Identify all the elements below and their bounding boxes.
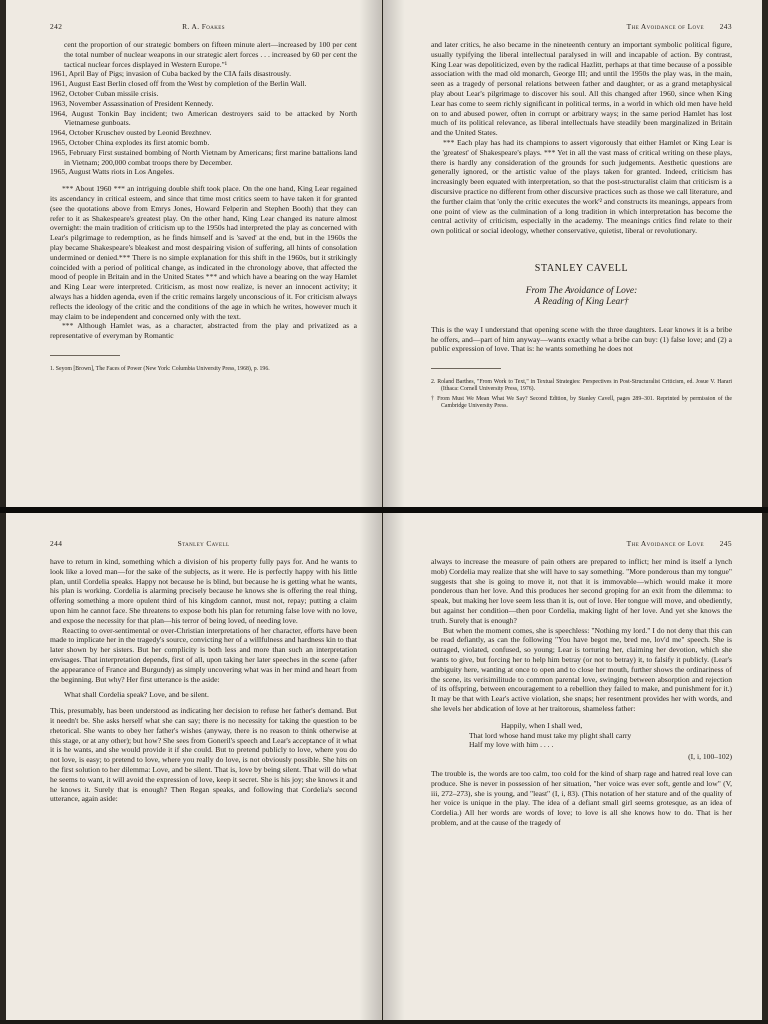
verse-line: That lord whose hand must take my plight shall carry — [469, 730, 632, 740]
running-head — [431, 22, 732, 36]
body-paragraph: *** Although Hamlet was, as a character, abstracted from the play and privatized as a representative of everyman by Romantic — [50, 321, 357, 341]
block-quote: What shall Cordelia speak? Love, and be silent. — [64, 690, 209, 700]
section-subtitle-line: From The Avoidance of Love: — [525, 285, 638, 296]
page-number: 242 — [50, 22, 63, 31]
verse-line: Half my love with him . . . . — [469, 740, 554, 750]
body-paragraph: and later critics, he also became in the nineteenth century an important symbolic political figure, usually typifying the liberal intellectual paralysed in will and incapable of action. By contrast, King Lear was depoliticized, even by the radical Hazlitt, perhaps at that time because of a possible association with the mad old monarch, George III; and until the 1950s the play was, in the main, seen as a tragedy of personal relations between father and daughter, or as a grand metaphysical play about Lear's pilgrimage to discover his soul. All this changed after 1960, since when King Lear has come to seem richly significant in political terms, in a world in which old men have held on to and abused power, often in corrupt or arbitrary ways; in the same period Hamlet has lost much of its political relevance, as liberal intellectuals have steadily been marginalized in Britain and the United States. — [431, 40, 732, 138]
body-paragraph: Reacting to over-sentimental or over-Christian interpretations of her character, efforts have been made to implicate her in the tragedy's source, convicting her of a willfulness and hardness kin to that later shown by her sisters. But her complicity is both less and more than such an interpretation envisages. That interpretation depends, first of all, upon taking her later speeches in the scene (after the appearance of France and Burgundy) as simply uncovering what was in her mind and heart from the beginning. But why? Her first utterance is the aside: — [50, 625, 357, 684]
page-242 — [6, 0, 382, 507]
running-head — [431, 539, 732, 553]
body-paragraph: always to increase the measure of pain others are prepared to inflict; her mind is itself a lynch mob) Cordelia may realize that she will have to say something. "More ponderous than my tongue" suggests that she is going to move it, not that it is immovable—which would make it more ponderous than her love. And this produces her second groping for an exit from the dilemma: to speak, but making her love seem less than it is, out of love. Her tongue will move, and obediently, but against her condition—then poor Cordelia, making light of her love. And yet she knows the truth. Surely that is enough? — [431, 557, 732, 625]
top-book-spread — [0, 0, 768, 507]
chronology-entry: 1961, April Bay of Pigs; invasion of Cuba backed by the CIA fails disastrously. — [50, 69, 292, 79]
body-paragraph: *** Each play has had its champions to assert vigorously that either Hamlet or King Lear is the 'greatest' of Shakespeare's plays. *** Yet in all the vast mass of critical writing on these plays, there is hardly any consideration of the grounds for such judgements. Aesthetic questions are generally ignored, or the artistic value of the plays taken for granted. Indeed, criticism has increasingly been equated with interpretation, so that the post-structuralist claim that criticism is a discursive practice no different from other discursive practices such as those we call literature, and the further claim that 'only the critic executes the work'² and constructs its meanings, appears from one point of view as the culmination of a long tradition in which interpretation has become the central activity of criticism, especially in the academy. The meanings critics find relate to their own political or social ideology, whether conservative, quietist, liberal or revolutionary. — [431, 137, 732, 236]
running-head — [50, 22, 357, 36]
running-head — [50, 539, 357, 553]
verse-citation: (I, i, 100–102) — [688, 752, 732, 762]
body-paragraph: The trouble is, the words are too calm, too cold for the kind of sharp rage and hatred real love can produce. She is never in possession of her situation, "her voice was ever soft, gentle and low" (V, iii, 272–273), she is young, and "least" (I, i, 83). (This notation of her stature and of the quality of her voice is unique in the play. The idea of a defiant small girl seems grotesque, as an idea of Cordelia.) All her words are words of love; to love is all she knows how to do. That is her problem, and at the cause of the tragedy of — [431, 768, 732, 827]
footnote: † From Must We Mean What We Say? Second Edition, by Stanley Cavell, pages 289–301. Reprinted by permission of the Cambridge University Press. — [431, 395, 732, 409]
chronology-list — [50, 69, 357, 177]
page-number: 244 — [50, 539, 63, 548]
section-subtitle — [431, 286, 732, 309]
body-paragraph: But when the moment comes, she is speechless: "Nothing my lord." I do not deny that this can be read defiantly, as can the following "You have begot me, bred me, lov'd me" speech. She is outraged, violated, confused, so young; Lear is torturing her, claiming her devotion, which she wants to give, but forcing her to help him betray (or not to betray) it, to falsify it publicly. (Lear's ambiguity here, wanting at once to open and to close her mouth, further shows the ordinariness of the scene, its verisimilitude to common parental love, swinging between absorption and rejection of its offspring, between encouragement to a rebellion they failed to make, and punishment for it.) It may be that with Lear's active violation, she snaps; her resentment provides her with words, and she levels her abdication of love at her traitorous, shameless father: — [431, 625, 732, 713]
chronology-entry: 1965, February First sustained bombing of North Vietnam by Americans; first marine battalions land in Vietnam; 200,000 combat troops there by December. — [50, 147, 357, 167]
page-244 — [6, 513, 382, 1020]
chronology-entry: 1963, November Assassination of President Kennedy. — [50, 98, 214, 108]
body-paragraph: *** About 1960 *** an intriguing double shift took place. On the one hand, King Lear regained its ascendancy in critical esteem, and since that time most critics seem to have taken it for granted (see the quotations above from Emrys Jones, Howard Felperin and Stephen Booth) that they can refer to it as Shakespeare's greatest play. On the other hand, King Lear changed its nature almost overnight: the main tradition of criticism up to the 1950s had interpreted the play as concerned with Lear's pilgrimage to redemption, as he finds himself and is 'saved' at the end, but in the 1960s the play became Shakespeare's bleakest and most despairing vision of suffering, all hints of consolation undermined or denied.*** There is no simple explanation for this shift in the 1960s, but it strikingly coincided with a period of political change, as indicated in the chronology above, that affected the mood of people in Britain and in the United States *** and which have a bearing on the way Hamlet and King Lear were interpreted. Criticism, as most now realize, is never an innocent activity; it always has a hidden agenda, even if the critic remains largely unconscious of it. For criticism always reflects the ideology of the critic and the conditions of the age in which he writes, however much it may claim to be independent and concerned only with the text. — [50, 184, 357, 321]
chronology-entry: 1964, October Kruschev ousted by Leonid Brezhnev. — [50, 128, 212, 138]
section-subtitle-line: A Reading of King Lear† — [534, 297, 629, 308]
verse-line: Happily, when I shall wed, — [501, 720, 583, 730]
chronology-entry: 1961, August East Berlin closed off from the West by completion of the Berlin Wall. — [50, 79, 307, 89]
footnote-rule — [50, 355, 120, 356]
running-head-title: The Avoidance of Love — [626, 22, 704, 31]
footnote: 1. Seyom [Brown], The Faces of Power (New York: Columbia University Press, 1968), p. 196. — [50, 365, 270, 372]
bottom-book-spread — [0, 513, 768, 1020]
running-head-title: Stanley Cavell — [177, 539, 230, 548]
body-paragraph: have to return in kind, something which a division of his property fully pays for. And he wants to look like a loved man—for the sake of the subjects, as it were. He is perfectly happy with his little plan, until Cordelia speaks. Happy not because he is blind, but because he is getting what he wants, his plan is working. Cordelia is alarming precisely because he knows she is offering the real thing, offering something a more opulent third of his kingdom cannot, must not, repay; putting a claim upon him he cannot face. She threatens to expose both his plan for returning false love with no love, and expose the necessity for that plan—his terror of being loved, of needing love. — [50, 557, 357, 625]
chronology-entry: 1965, October China explodes its first atomic bomb. — [50, 137, 210, 147]
page-243 — [383, 0, 762, 507]
running-head-title: The Avoidance of Love — [626, 539, 704, 548]
page-number: 245 — [719, 539, 732, 548]
body-paragraph: This, presumably, has been understood as indicating her decision to refuse her father's demand. But it needn't be. She asks herself what she can say; there is no necessity for taking the question to be rhetorical. She wants to obey her father's wishes (anyway, there is no reason to think otherwise at this stage, or at any other); but how? She sees from Goneril's speech and Lear's acceptance of it what it is he wants, and she would provide it if she could. But to pretend publicly to love, where you do not love, is easy; to pretend to love, where you really do love, is not obviously possible. She hits on the first solution to her dilemma: Love, and be silent. That is, love by being silent. That will do what he seems to want, it will avoid the expression of love, keep it secret. She is his joy; she knows it and he knows it. Surely that is enough? Then Regan speaks, and following that Cordelia's second utterance, again aside: — [50, 706, 357, 804]
running-head-title: R. A. Foakes — [182, 22, 225, 31]
footnote: 2. Roland Barthes, "From Work to Text," in Textual Strategies: Perspectives in Post-Structuralist Criticism, ed. Josue V. Harari (Ithaca: Cornell University Press, 1976). — [431, 379, 732, 393]
page-245 — [383, 513, 762, 1020]
chronology-entry: 1962, October Cuban missile crisis. — [50, 88, 159, 98]
body-paragraph: This is the way I understand that opening scene with the three daughters. Lear knows it is a bribe he offers, and—part of him anyway—wants exactly what a bribe can buy: (1) false love; and (2) a public expression of love. That is: he wants something he does not — [431, 324, 732, 354]
chronology-entry: 1964, August Tonkin Bay incident; two American destroyers said to be attacked by North Vietnamese gunboats. — [50, 108, 357, 128]
section-title: STANLEY CAVELL — [534, 262, 629, 274]
block-quote: cent the proportion of our strategic bombers on fifteen minute alert—increased by 100 per cent the total number of nuclear weapons in our strategic alert forces . . . increased by 60 per cent the tactical nuclear forces displayed in Western Europe."¹ — [64, 40, 357, 69]
verse-quote — [431, 721, 732, 750]
footnote-rule — [431, 368, 501, 369]
chronology-entry: 1965, August Watts riots in Los Angeles. — [50, 167, 175, 177]
page-number: 243 — [719, 22, 732, 31]
